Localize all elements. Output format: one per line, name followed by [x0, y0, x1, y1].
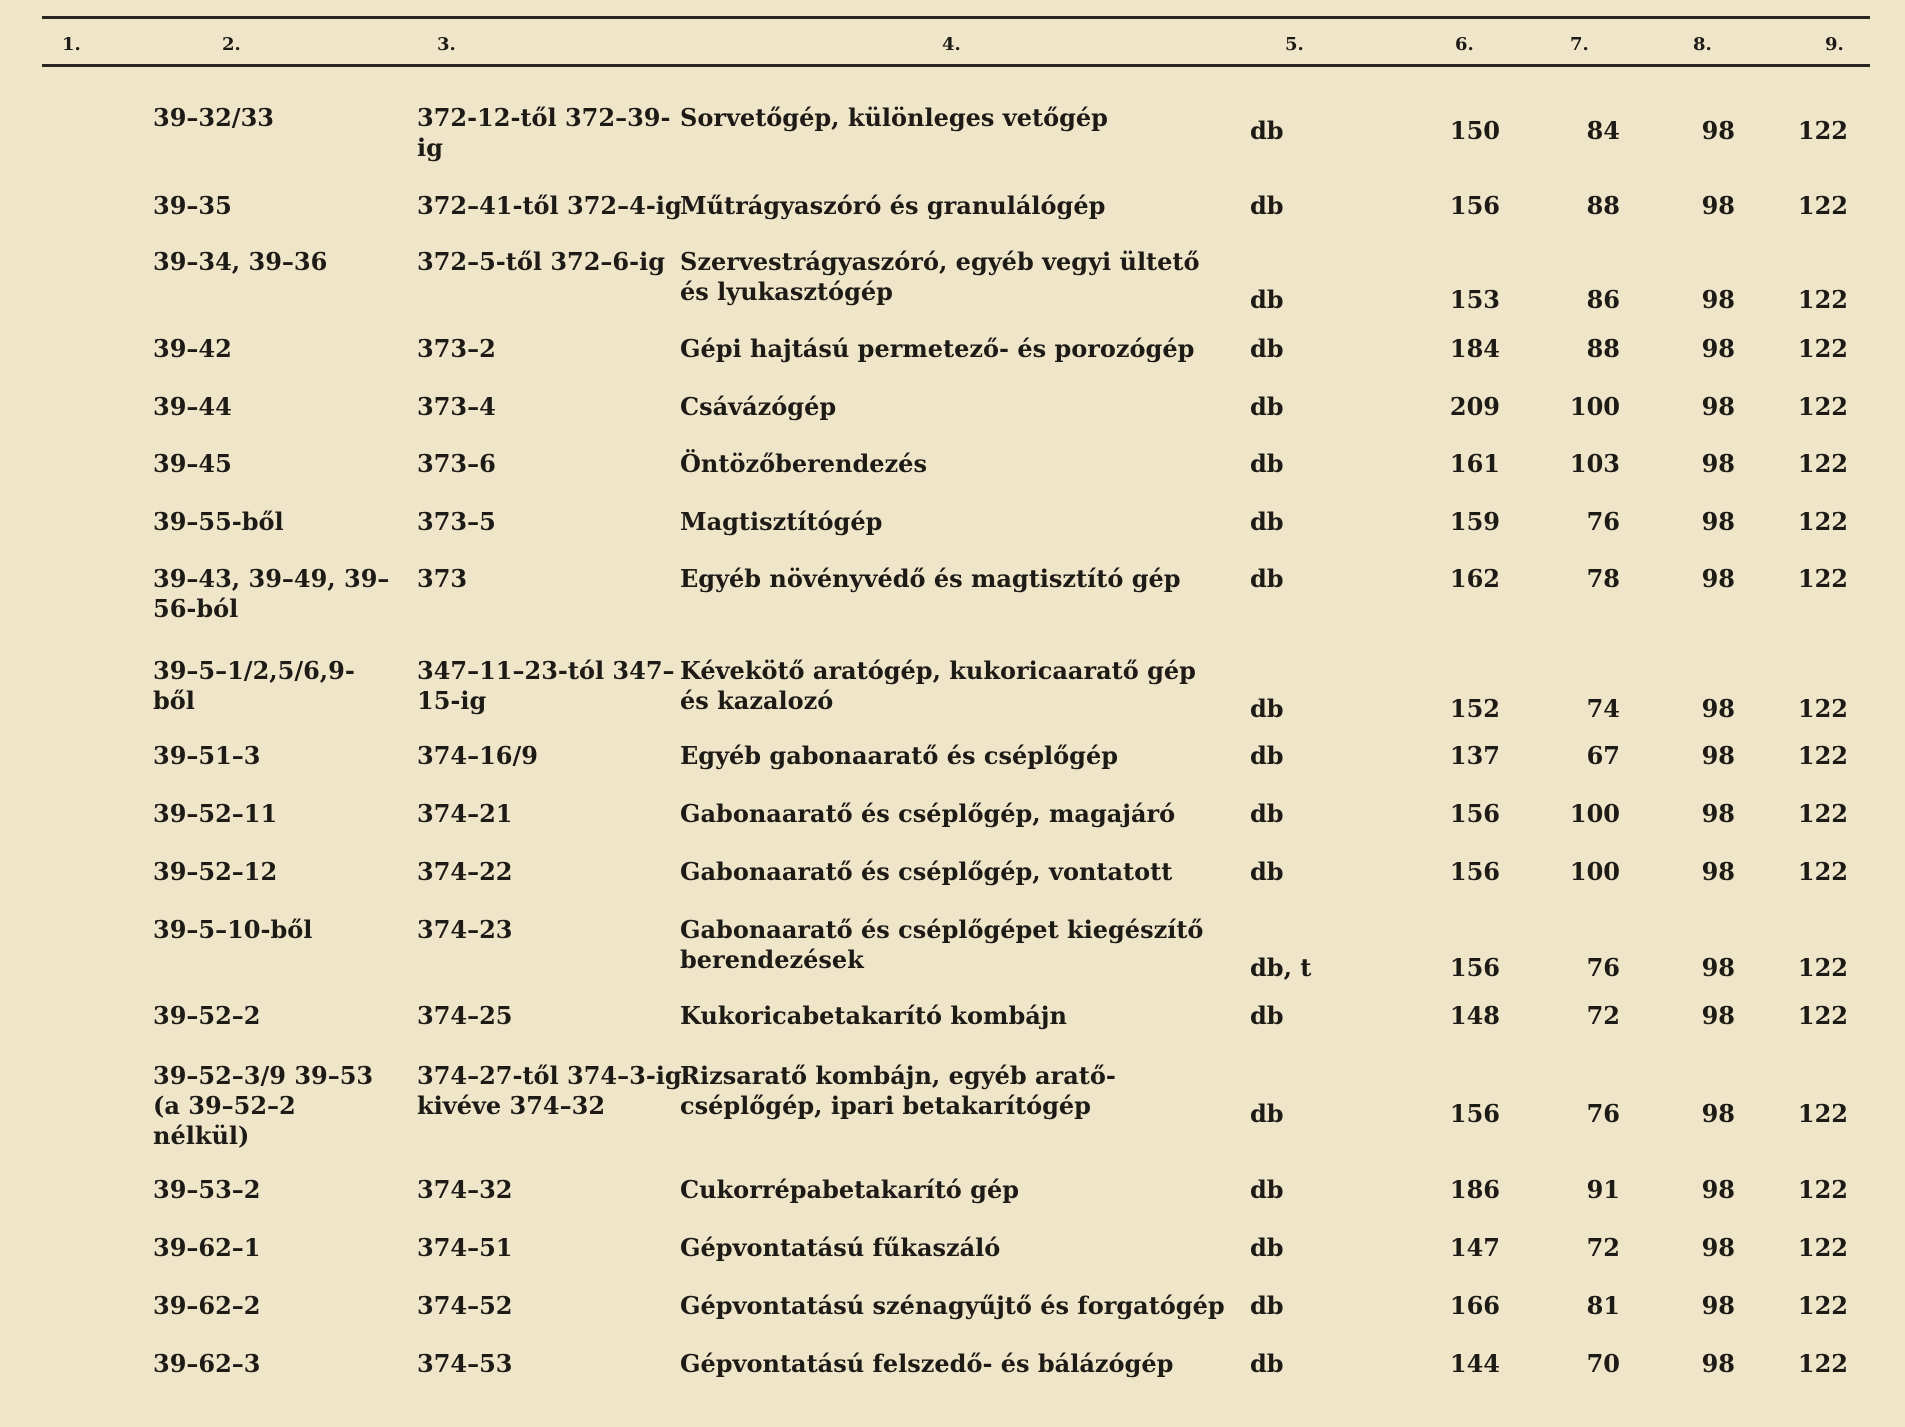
value-col8-cell: 98 — [1701, 694, 1735, 723]
value-col6-cell: 156 — [1449, 191, 1500, 220]
code-sitc-cell: 39–62–3 — [153, 1349, 261, 1378]
value-col7-cell: 76 — [1586, 953, 1620, 982]
code-sitc-cell: 39–35 — [153, 191, 232, 220]
product-name-cell: Sorvetőgép, különleges vetőgép — [680, 103, 1108, 132]
value-col6-cell: 137 — [1449, 741, 1500, 770]
code-cell: 372-12-től 372–39-ig — [417, 103, 671, 162]
value-col8-cell: 98 — [1701, 741, 1735, 770]
code-cell: 374–51 — [417, 1233, 513, 1262]
code-sitc-cell: 39–34, 39–36 — [153, 247, 328, 276]
value-col8-cell: 98 — [1701, 191, 1735, 220]
code-sitc-cell: 39–62–2 — [153, 1291, 261, 1320]
product-name-cell: Egyéb növényvédő és magtisztító gép — [680, 564, 1181, 593]
product-name-cell: Egyéb gabonaaratő és cséplőgép — [680, 741, 1119, 770]
code-cell: 374–52 — [417, 1291, 513, 1320]
unit-cell: db — [1250, 1001, 1284, 1030]
value-col6-cell: 162 — [1449, 564, 1500, 593]
value-col6-cell: 159 — [1449, 507, 1500, 536]
value-col7-cell: 74 — [1586, 694, 1620, 723]
product-name-cell: Gabonaaratő és cséplőgép, vontatott — [680, 857, 1173, 886]
value-col9-cell: 122 — [1797, 116, 1848, 145]
value-col7-cell: 100 — [1569, 857, 1620, 886]
value-col9-cell: 122 — [1797, 1233, 1848, 1262]
value-col9-cell: 122 — [1797, 392, 1848, 421]
value-col8-cell: 98 — [1701, 564, 1735, 593]
value-col6-cell: 144 — [1449, 1349, 1500, 1378]
unit-cell: db — [1250, 116, 1284, 145]
code-sitc-cell: 39–5–10-ből — [153, 915, 313, 944]
value-col8-cell: 98 — [1701, 116, 1735, 145]
unit-cell: db — [1250, 191, 1284, 220]
unit-cell: db — [1250, 334, 1284, 363]
code-cell: 372–5-től 372–6-ig — [417, 247, 665, 276]
unit-cell: db — [1250, 285, 1284, 314]
value-col8-cell: 98 — [1701, 1233, 1735, 1262]
value-col9-cell: 122 — [1797, 334, 1848, 363]
col-header-3: 3. — [437, 34, 456, 55]
value-col8-cell: 98 — [1701, 799, 1735, 828]
code-sitc-cell: 39–5–1/2,5/6,9-ből — [153, 656, 355, 715]
value-col7-cell: 100 — [1569, 799, 1620, 828]
value-col7-cell: 70 — [1586, 1349, 1620, 1378]
value-col7-cell: 72 — [1586, 1001, 1620, 1030]
value-col8-cell: 98 — [1701, 449, 1735, 478]
product-name-cell: Rizsaratő kombájn, egyéb aratő-cséplőgép, ipari betakarítógép — [680, 1061, 1116, 1120]
code-cell: 373–2 — [417, 334, 496, 363]
code-cell: 374–21 — [417, 799, 513, 828]
value-col9-cell: 122 — [1797, 694, 1848, 723]
value-col7-cell: 88 — [1586, 334, 1620, 363]
code-sitc-cell: 39–52–12 — [153, 857, 278, 886]
value-col9-cell: 122 — [1797, 449, 1848, 478]
unit-cell: db, t — [1250, 953, 1312, 982]
code-sitc-cell: 39–45 — [153, 449, 232, 478]
unit-cell: db — [1250, 1175, 1284, 1204]
unit-cell: db — [1250, 857, 1284, 886]
value-col8-cell: 98 — [1701, 285, 1735, 314]
code-sitc-cell: 39–32/33 — [153, 103, 274, 132]
code-cell: 373–6 — [417, 449, 496, 478]
code-cell: 374–22 — [417, 857, 513, 886]
col-header-2: 2. — [222, 34, 241, 55]
value-col7-cell: 81 — [1586, 1291, 1620, 1320]
product-name-cell: Gabonaaratő és cséplőgépet kiegészítő berendezések — [680, 915, 1204, 974]
value-col6-cell: 166 — [1449, 1291, 1500, 1320]
product-name-cell: Gépvontatású szénagyűjtő és forgatógép — [680, 1291, 1225, 1320]
value-col7-cell: 100 — [1569, 392, 1620, 421]
col-header-7: 7. — [1570, 34, 1589, 55]
code-cell: 374–23 — [417, 915, 513, 944]
unit-cell: db — [1250, 694, 1284, 723]
value-col9-cell: 122 — [1797, 1175, 1848, 1204]
code-cell: 374–53 — [417, 1349, 513, 1378]
code-cell: 374–16/9 — [417, 741, 538, 770]
code-sitc-cell: 39–52–11 — [153, 799, 278, 828]
code-cell: 373–5 — [417, 507, 496, 536]
value-col8-cell: 98 — [1701, 1291, 1735, 1320]
product-name-cell: Gabonaaratő és cséplőgép, magajáró — [680, 799, 1176, 828]
value-col6-cell: 156 — [1449, 953, 1500, 982]
value-col8-cell: 98 — [1701, 334, 1735, 363]
code-sitc-cell: 39–62–1 — [153, 1233, 261, 1262]
code-cell: 373–4 — [417, 392, 496, 421]
value-col9-cell: 122 — [1797, 191, 1848, 220]
product-name-cell: Gépi hajtású permetező- és porozógép — [680, 334, 1195, 363]
value-col9-cell: 122 — [1797, 857, 1848, 886]
product-name-cell: Kukoricabetakarító kombájn — [680, 1001, 1067, 1030]
value-col7-cell: 76 — [1586, 507, 1620, 536]
value-col6-cell: 209 — [1449, 392, 1500, 421]
value-col8-cell: 98 — [1701, 1099, 1735, 1128]
product-name-cell: Magtisztítógép — [680, 507, 883, 536]
code-cell: 374–25 — [417, 1001, 513, 1030]
code-sitc-cell: 39–51–3 — [153, 741, 261, 770]
value-col7-cell: 67 — [1586, 741, 1620, 770]
value-col6-cell: 156 — [1449, 857, 1500, 886]
value-col8-cell: 98 — [1701, 857, 1735, 886]
code-cell: 372–41-től 372–4-ig — [417, 191, 682, 220]
value-col9-cell: 122 — [1797, 799, 1848, 828]
unit-cell: db — [1250, 1291, 1284, 1320]
value-col6-cell: 186 — [1449, 1175, 1500, 1204]
value-col9-cell: 122 — [1797, 1099, 1848, 1128]
product-name-cell: Csávázógép — [680, 392, 837, 421]
value-col8-cell: 98 — [1701, 953, 1735, 982]
value-col7-cell: 86 — [1586, 285, 1620, 314]
unit-cell: db — [1250, 1233, 1284, 1262]
unit-cell: db — [1250, 564, 1284, 593]
product-name-cell: Cukorrépabetakarító gép — [680, 1175, 1019, 1204]
value-col7-cell: 78 — [1586, 564, 1620, 593]
value-col6-cell: 184 — [1449, 334, 1500, 363]
value-col9-cell: 122 — [1797, 1349, 1848, 1378]
value-col6-cell: 156 — [1449, 799, 1500, 828]
value-col6-cell: 152 — [1449, 694, 1500, 723]
value-col8-cell: 98 — [1701, 1175, 1735, 1204]
value-col7-cell: 84 — [1586, 116, 1620, 145]
product-name-cell: Gépvontatású fűkaszáló — [680, 1233, 1001, 1262]
code-sitc-cell: 39–55-ből — [153, 507, 284, 536]
value-col9-cell: 122 — [1797, 953, 1848, 982]
value-col8-cell: 98 — [1701, 507, 1735, 536]
code-cell: 373 — [417, 564, 468, 593]
unit-cell: db — [1250, 799, 1284, 828]
value-col6-cell: 161 — [1449, 449, 1500, 478]
code-cell: 374–27-től 374–3-ig kivéve 374–32 — [417, 1061, 682, 1120]
value-col8-cell: 98 — [1701, 1349, 1735, 1378]
col-header-6: 6. — [1455, 34, 1474, 55]
code-sitc-cell: 39–53–2 — [153, 1175, 261, 1204]
col-header-1: 1. — [62, 34, 81, 55]
value-col9-cell: 122 — [1797, 564, 1848, 593]
unit-cell: db — [1250, 449, 1284, 478]
product-name-cell: Gépvontatású felszedő- és bálázógép — [680, 1349, 1174, 1378]
value-col7-cell: 72 — [1586, 1233, 1620, 1262]
value-col6-cell: 148 — [1449, 1001, 1500, 1030]
value-col7-cell: 91 — [1586, 1175, 1620, 1204]
col-header-5: 5. — [1285, 34, 1304, 55]
product-name-cell: Műtrágyaszóró és granulálógép — [680, 191, 1106, 220]
value-col7-cell: 103 — [1569, 449, 1620, 478]
unit-cell: db — [1250, 507, 1284, 536]
value-col9-cell: 122 — [1797, 741, 1848, 770]
value-col6-cell: 150 — [1449, 116, 1500, 145]
unit-cell: db — [1250, 1349, 1284, 1378]
code-sitc-cell: 39–42 — [153, 334, 232, 363]
code-sitc-cell: 39–44 — [153, 392, 232, 421]
col-header-9: 9. — [1825, 34, 1844, 55]
unit-cell: db — [1250, 741, 1284, 770]
unit-cell: db — [1250, 1099, 1284, 1128]
header-rule — [42, 64, 1870, 67]
code-sitc-cell: 39–52–2 — [153, 1001, 261, 1030]
code-sitc-cell: 39–52–3/9 39–53 (a 39–52–2 nélkül) — [153, 1061, 374, 1150]
code-cell: 374–32 — [417, 1175, 513, 1204]
value-col8-cell: 98 — [1701, 392, 1735, 421]
col-header-4: 4. — [942, 34, 961, 55]
product-name-cell: Öntözőberendezés — [680, 449, 927, 478]
value-col9-cell: 122 — [1797, 1001, 1848, 1030]
value-col6-cell: 147 — [1449, 1233, 1500, 1262]
value-col9-cell: 122 — [1797, 1291, 1848, 1320]
value-col6-cell: 153 — [1449, 285, 1500, 314]
value-col9-cell: 122 — [1797, 285, 1848, 314]
value-col6-cell: 156 — [1449, 1099, 1500, 1128]
code-sitc-cell: 39–43, 39–49, 39–56-ból — [153, 564, 390, 623]
value-col7-cell: 88 — [1586, 191, 1620, 220]
value-col7-cell: 76 — [1586, 1099, 1620, 1128]
unit-cell: db — [1250, 392, 1284, 421]
value-col9-cell: 122 — [1797, 507, 1848, 536]
product-name-cell: Kévekötő aratógép, kukoricaaratő gép és kazalozó — [680, 656, 1196, 715]
top-rule — [42, 16, 1870, 19]
code-cell: 347–11–23-tól 347–15-ig — [417, 656, 675, 715]
col-header-8: 8. — [1693, 34, 1712, 55]
product-name-cell: Szervestrágyaszóró, egyéb vegyi ültető és lyukasztógép — [680, 247, 1200, 306]
value-col8-cell: 98 — [1701, 1001, 1735, 1030]
